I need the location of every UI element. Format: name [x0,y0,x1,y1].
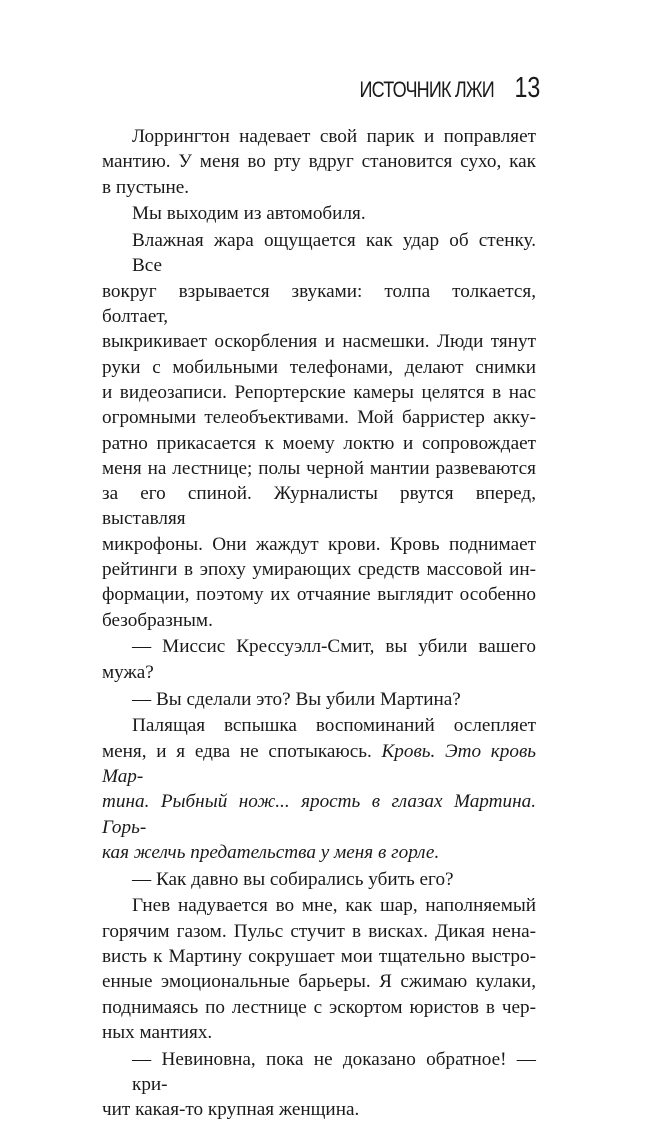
line-text: — Невиновна, пока не доказано обратное! — кри- [132,1048,536,1095]
paragraph [102,201,536,226]
text-line [102,355,536,380]
line-text: Мы выходим из автомобиля. [132,203,366,225]
italic-text: тина. Рыбный нож... ярость в глазах Мартина. Горь- [102,791,536,838]
text-line [102,405,536,430]
text-line [102,969,536,994]
line-text: выкрикивает оскорбления и насмешки. Люди тянут [102,331,536,353]
paragraph [102,634,536,685]
italic-text: кая желчь предательства у меня в горле. [102,841,440,863]
text-line [102,431,536,456]
line-text: в пустыне. [102,176,190,198]
line-text: за его спиной. Журналисты рвутся вперед, выставляя [102,483,536,530]
text-line [102,840,536,865]
line-text: Влажная жара ощущается как удар об стенку. Все [132,230,536,277]
line-text: — Миссис Крессуэлл-Смит, вы убили вашего [132,636,536,658]
line-text: ратно прикасается к моему локтю и сопровождает [102,432,536,454]
line-text: мужа? [102,661,154,683]
line-text: микрофоны. Они жаждут крови. Кровь поднимает [102,533,536,555]
line-text: висть к Мартину сокрушает мои тщательно выстро- [102,946,536,967]
line-text: — Как давно вы собирались убить его? [132,868,454,890]
text-line [102,995,536,1020]
paragraph [102,713,536,865]
line-text: меня на лестнице; полы черной мантии развеваются [102,457,536,479]
text-line [102,634,536,659]
text-line [102,380,536,405]
text-line [102,532,536,557]
line-text: Гнев надувается во мне, как шар, наполняемый [132,895,536,917]
text-line [102,279,536,330]
text-line [102,739,536,790]
line-text: меня, и я едва не спотыкаюсь. [102,740,382,762]
text-line [102,124,536,149]
text-line [102,456,536,481]
text-line [102,893,536,918]
text-line [102,660,536,685]
page-number: 13 [514,72,540,104]
line-text: вокруг взрывается звуками: толпа толкается, болтает, [102,280,536,328]
line-text: руки с мобильными телефонами, делают снимки [102,356,536,378]
line-text: огромными телеобъективами. Мой барристер акку- [102,407,536,429]
line-text: — Вы сделали это? Вы убили Мартина? [132,688,461,710]
line-text: Лоррингтон надевает свой парик и поправляет [132,126,536,147]
paragraph [102,1047,536,1123]
line-text: мантию. У меня во рту вдруг становится сухо, как [102,151,536,173]
text-line [102,1020,536,1045]
paragraph [102,228,536,633]
line-text: рейтинги в эпоху умирающих средств массовой ин- [102,559,536,581]
line-text: енные эмоциональные барьеры. Я сжимаю кулаки, [102,971,536,993]
line-text: горячим газом. Пульс стучит в висках. Дикая нена- [102,920,536,942]
text-line [102,175,536,200]
line-text: чит какая-то крупная женщина. [102,1099,360,1121]
text-line [102,789,536,840]
line-text: и видеозаписи. Репортерские камеры целятся в нас [102,381,536,403]
running-head [330,72,540,105]
paragraph [102,124,536,200]
text-line [102,149,536,174]
italic-text: Кровь. Это кровь Мар- [102,740,537,787]
text-line [102,228,536,279]
text-line [102,201,536,226]
text-line [102,687,536,712]
text-line [102,481,536,532]
paragraph [102,687,536,712]
line-text: Палящая вспышка воспоминаний ослепляет [132,715,536,737]
line-text: ных мантиях. [102,1021,213,1043]
text-line [102,919,536,944]
text-line [102,329,536,354]
line-text: безобразным. [102,609,213,631]
line-text: формации, поэтому их отчаяние выглядит особенно [102,584,536,606]
text-line [102,1047,536,1098]
text-line [102,582,536,607]
paragraph [102,867,536,892]
paragraph [102,893,536,1045]
text-line [102,867,536,892]
text-line [102,944,536,969]
line-text: поднимаясь по лестнице с эскортом юристов в чер- [102,996,536,1018]
text-line [102,608,536,633]
body-text [102,124,536,1124]
text-line [102,1097,536,1122]
text-line [102,557,536,582]
book-title: ИСТОЧНИК ЛЖИ [359,77,494,102]
text-line [102,713,536,738]
